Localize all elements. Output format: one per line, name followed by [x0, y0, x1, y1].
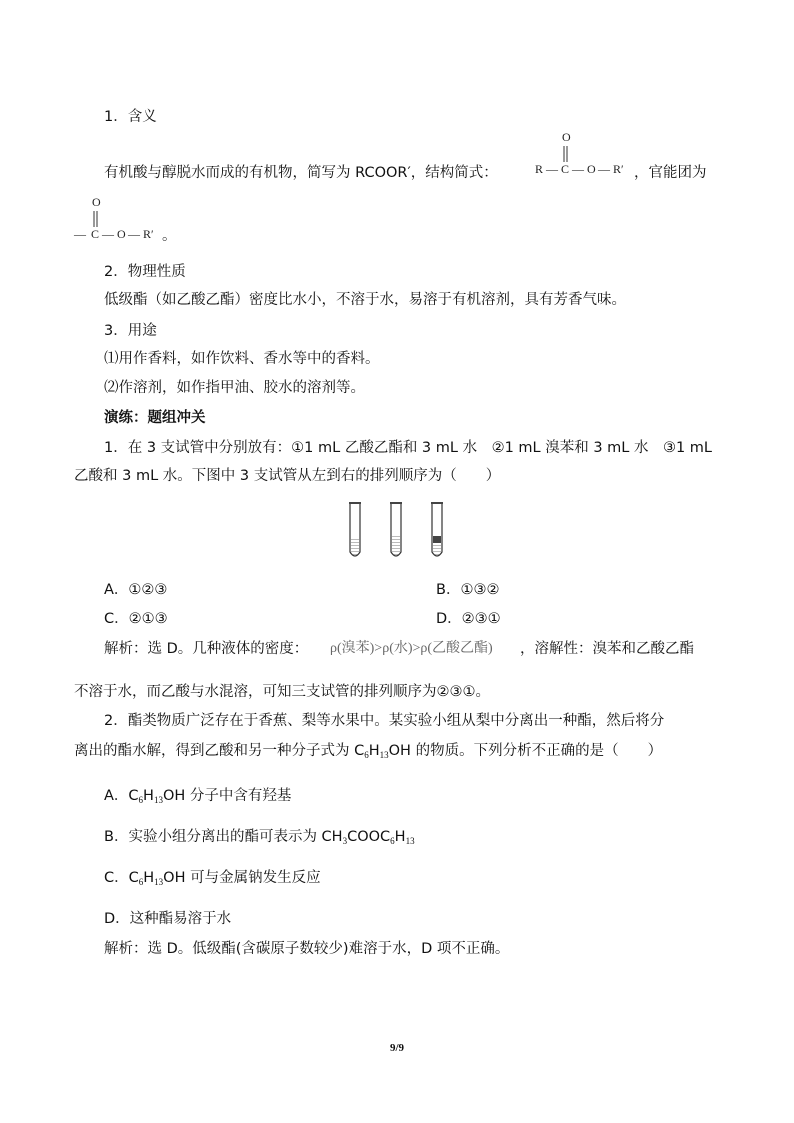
uses-item-1: ⑴用作香料，如作饮料、香水等中的香料。 — [104, 351, 380, 367]
double-bond-icon — [562, 146, 570, 162]
group-oxygen: O — [92, 195, 101, 209]
question-1-answer-line-1a: 解析：选 D。几种液体的密度： — [104, 641, 309, 657]
meaning-line-1-tail: ，官能团为 — [634, 165, 707, 181]
test-tube-1 — [349, 502, 361, 556]
test-tube-2 — [390, 502, 402, 556]
question-1-answer-line-1b: ，溶解性：溴苯和乙酸乙酯 — [520, 641, 694, 657]
meaning-line-1: 有机酸与醇脱水而成的有机物，简写为 RCOOR′，结构简式： — [104, 165, 498, 181]
question-2-option-b: B．实验小组分离出的酯可表示为 $CH_3COOC_6H_{13}$ — [104, 829, 415, 846]
ester-functional-group-formula: O — C — O — R′ — [74, 195, 154, 241]
test-tubes-figure — [340, 500, 450, 562]
question-2-line-1: 2．酯类物质广泛存在于香蕉、梨等水果中。某实验小组从梨中分离出一种酯，然后将分 — [104, 713, 665, 729]
group-oxygen-2: O — [117, 227, 126, 241]
question-2-option-a: A．$C_6H_{13}OH$ 分子中含有羟基 — [104, 788, 292, 805]
question-1-option-c: C．②①③ — [104, 611, 168, 627]
question-2-line-2: 离出的酯水解，得到乙酸和另一种分子式为 $C_6H_{13}OH$ 的物质。下列分析不正确的是（ ） — [74, 743, 663, 760]
heading-uses: 3．用途 — [104, 323, 157, 339]
question-1-option-b: B．①③② — [436, 582, 500, 598]
question-2-option-d: D．这种酯易溶于水 — [104, 911, 232, 927]
question-1-answer-line-2: 不溶于水，而乙酸与水混溶，可知三支试管的排列顺序为②③①。 — [74, 684, 490, 700]
question-1-line-1: 1．在 3 支试管中分别放有：①1 mL 乙酸乙酯和 3 mL 水 ②1 mL 溴苯和 3 mL 水 ③1 mL — [104, 440, 713, 456]
page-number: 9/9 — [389, 1042, 405, 1054]
practice-heading: 演练：题组冲关 — [104, 410, 206, 426]
heading-meaning: 1．含义 — [104, 109, 157, 125]
meaning-line-2-tail: 。 — [162, 228, 177, 244]
formula-oxygen-2: O — [587, 162, 596, 176]
question-1-line-2: 乙酸和 3 mL 水。下图中 3 支试管从左到右的排列顺序为（ ） — [74, 468, 501, 484]
uses-item-2: ⑵作溶剂，如作指甲油、胶水的溶剂等。 — [104, 380, 365, 396]
formula-r: R — [535, 162, 544, 176]
formula-oxygen: O — [562, 130, 571, 144]
double-bond-icon — [92, 211, 100, 227]
ester-structure-formula: O R — C — O — R′ — [535, 130, 624, 176]
group-r-prime: R′ — [143, 227, 154, 241]
question-1-option-a: A．①②③ — [104, 582, 168, 598]
question-2-answer: 解析：选 D。低级酯(含碳原子数较少)难溶于水，D 项不正确。 — [104, 941, 510, 957]
density-formula: ρ(溴苯)>ρ(水)>ρ(乙酸乙酯) — [330, 641, 493, 656]
physical-properties-text: 低级酯（如乙酸乙酯）密度比水小，不溶于水，易溶于有机溶剂，具有芳香气味。 — [104, 292, 626, 308]
formula-carbon: C — [561, 162, 570, 176]
test-tube-3 — [431, 502, 443, 556]
formula-r-prime: R′ — [613, 162, 624, 176]
heading-physical-properties: 2．物理性质 — [104, 264, 186, 280]
question-1-option-d: D．②③① — [436, 611, 501, 627]
group-carbon: C — [91, 227, 100, 241]
question-2-option-c: C．$C_6H_{13}OH$ 可与金属钠发生反应 — [104, 870, 321, 887]
